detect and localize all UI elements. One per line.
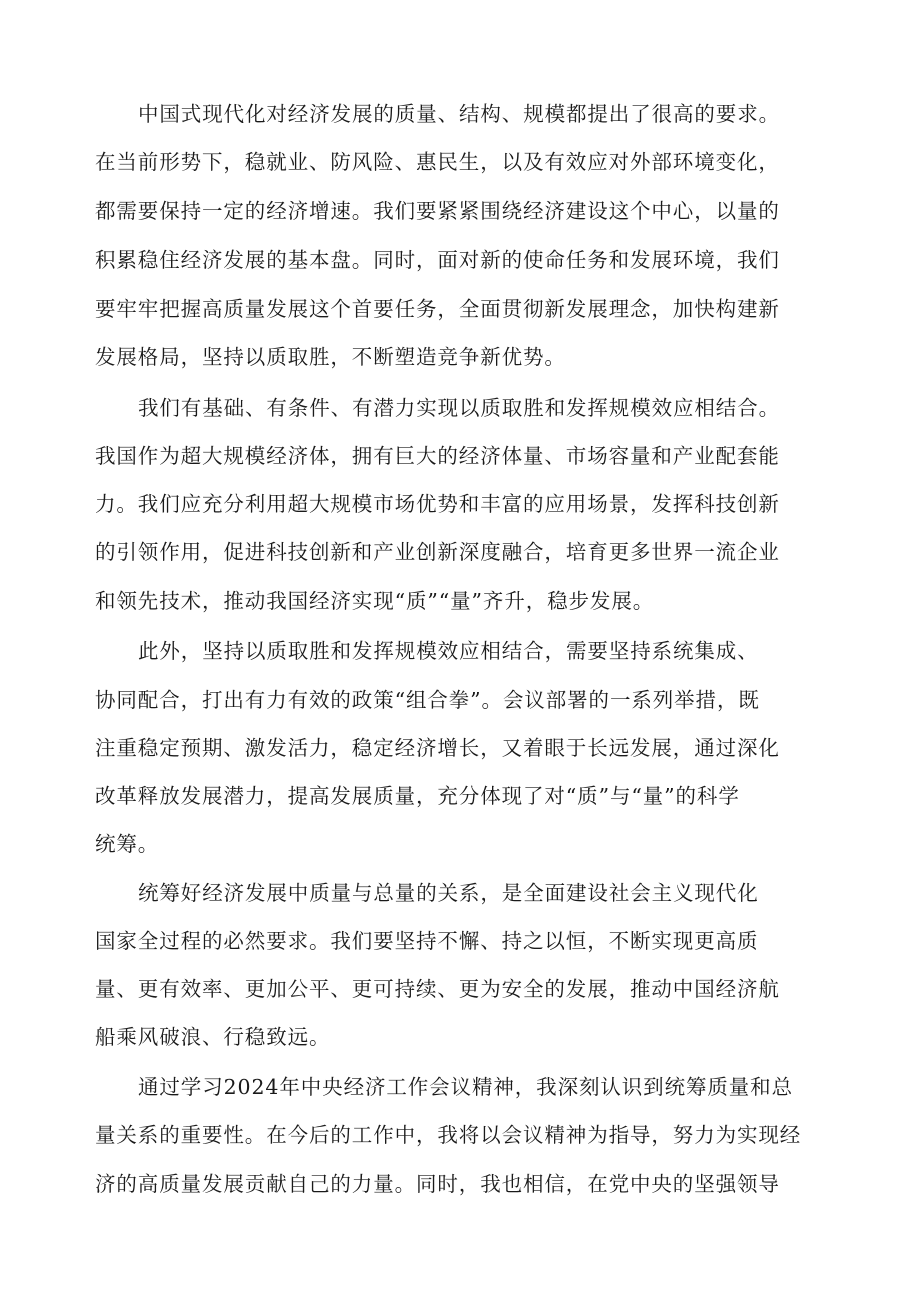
text-line: 注重稳定预期、激发活力，稳定经济增长，又着眼于长远发展，通过深化 (95, 736, 780, 760)
text-line: 我们有基础、有条件、有潜力实现以质取胜和发挥规模效应相结合。 (138, 396, 780, 420)
text-line: 船乘风破浪、行稳致远。 (95, 1025, 331, 1049)
text-line: 通过学习2024年中央经济工作会议精神，我深刻认识到统筹质量和总 (138, 1075, 793, 1099)
text-line: 发展格局，坚持以质取胜，不断塑造竞争新优势。 (95, 345, 566, 369)
text-line: 量关系的重要性。在今后的工作中，我将以会议精神为指导，努力为实现经 (95, 1123, 802, 1147)
text-line: 都需要保持一定的经济增速。我们要紧紧围绕经济建设这个中心，以量的 (95, 199, 780, 223)
text-line: 量、更有效率、更加公平、更可持续、更为安全的发展，推动中国经济航 (95, 977, 780, 1001)
text-line: 和领先技术，推动我国经济实现“质”“量”齐升，稳步发展。 (95, 589, 655, 613)
text-line: 积累稳住经济发展的基本盘。同时，面对新的使命任务和发展环境，我们 (95, 248, 780, 272)
text-line: 在当前形势下，稳就业、防风险、惠民生，以及有效应对外部环境变化， (95, 150, 780, 174)
text-line: 力。我们应充分利用超大规模市场优势和丰富的应用场景，发挥科技创新 (95, 492, 780, 516)
text-line: 国家全过程的必然要求。我们要坚持不懈、持之以恒，不断实现更高质 (95, 929, 759, 953)
text-line: 改革释放发展潜力，提高发展质量，充分体现了对“质”与“量”的科学 (95, 784, 740, 808)
text-line: 统筹。 (95, 832, 160, 856)
text-line: 的引领作用，促进科技创新和产业创新深度融合，培育更多世界一流企业 (95, 540, 780, 564)
text-line: 济的高质量发展贡献自己的力量。同时，我也相信，在党中央的坚强领导 (95, 1172, 780, 1196)
text-line: 要牢牢把握高质量发展这个首要任务，全面贯彻新发展理念，加快构建新 (95, 297, 780, 321)
text-line: 此外，坚持以质取胜和发挥规模效应相结合，需要坚持系统集成、 (138, 639, 759, 663)
text-line: 我国作为超大规模经济体，拥有巨大的经济体量、市场容量和产业配套能 (95, 444, 780, 468)
text-line: 统筹好经济发展中质量与总量的关系，是全面建设社会主义现代化 (138, 881, 759, 905)
text-line: 协同配合，打出有力有效的政策“组合拳”。会议部署的一系列举措，既 (95, 688, 760, 712)
text-line: 中国式现代化对经济发展的质量、结构、规模都提出了很高的要求。 (138, 102, 780, 126)
